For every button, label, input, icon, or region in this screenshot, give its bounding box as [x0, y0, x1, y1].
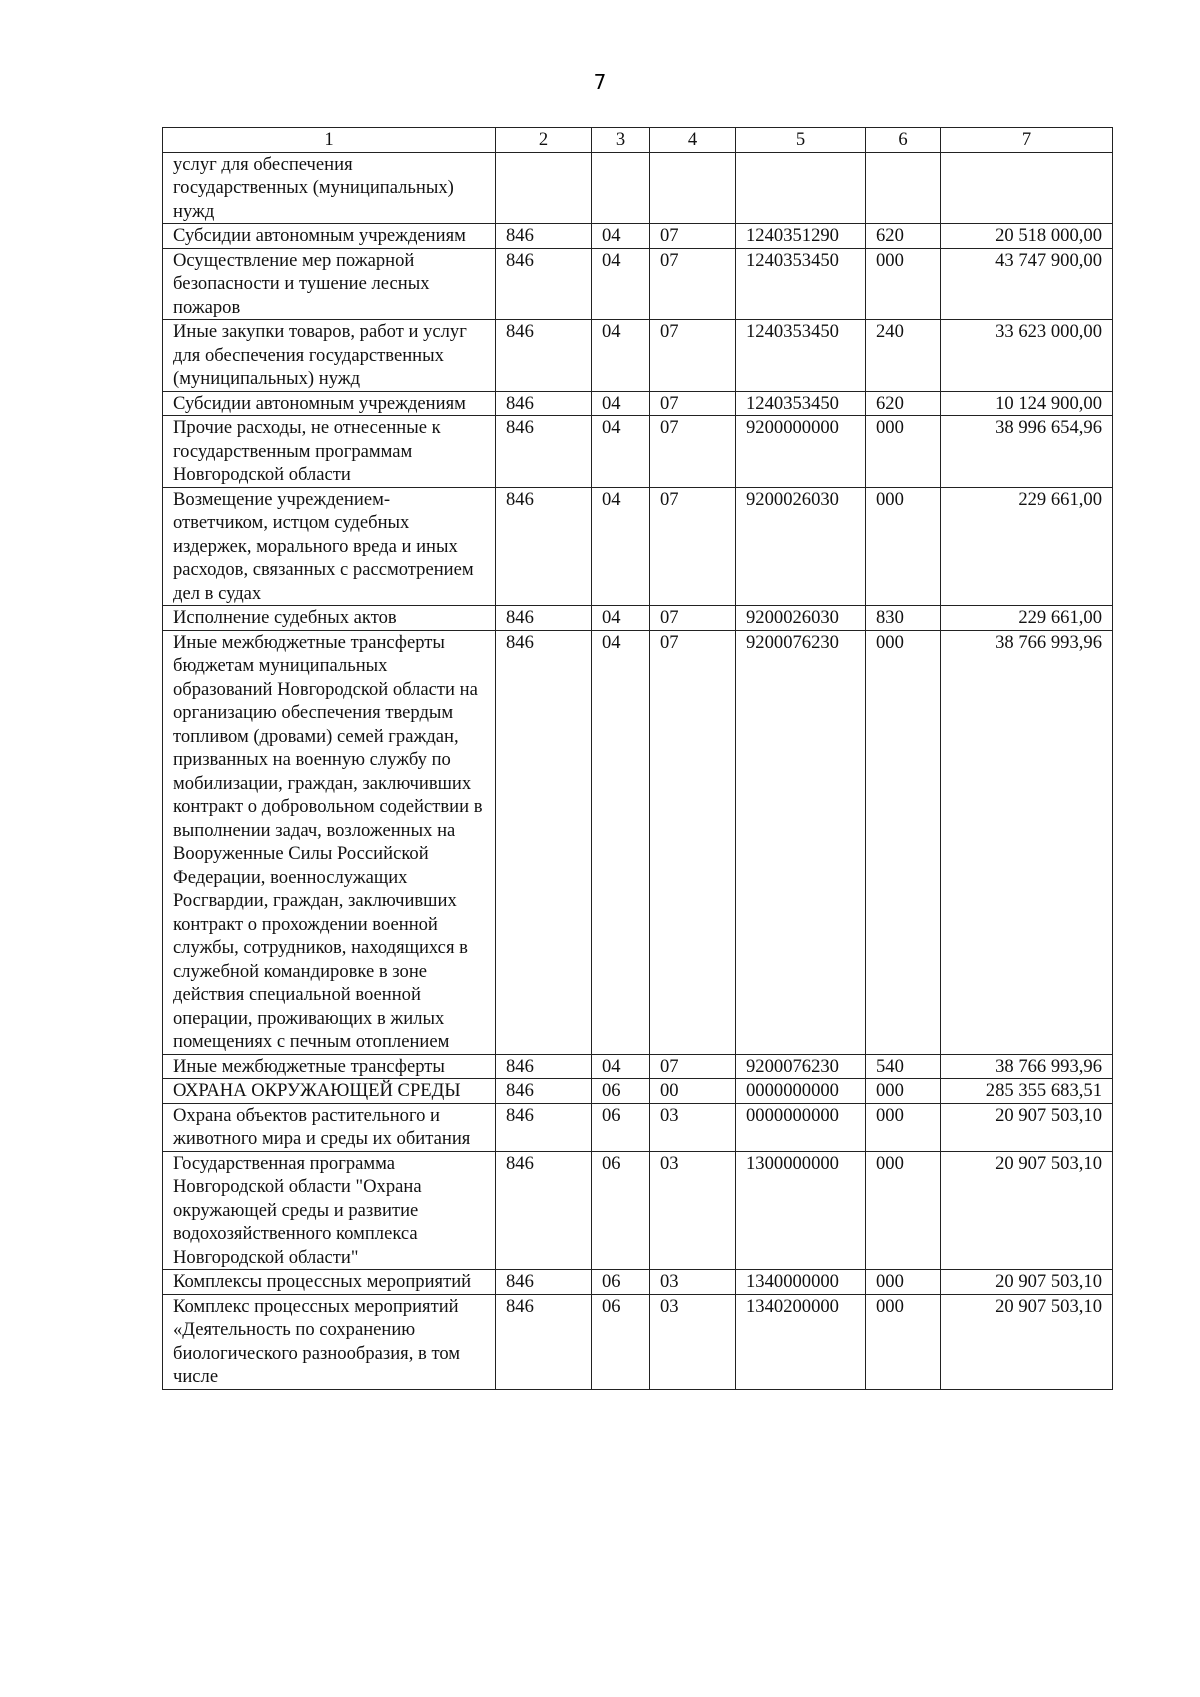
row-target-article: 9200000000: [736, 416, 866, 488]
row-expense-type: 000: [866, 248, 941, 320]
table-row: [163, 416, 1113, 488]
row-section-code: 06: [592, 1103, 650, 1151]
row-ministry-code: 846: [496, 1054, 592, 1079]
row-ministry-code: 846: [496, 248, 592, 320]
row-amount: 20 907 503,10: [941, 1294, 1113, 1389]
row-subsection-code: 03: [650, 1270, 736, 1295]
row-description: Иные межбюджетные трансферты бюджетам муниципальных образований Новгородской области на организацию обеспечения твердым топливом (дровами) семей граждан, призванных на военную службу по мобилизации, граждан, заключивших контракт о добровольном содействии в выполнении задач, возложенных на Вооруженные Силы Российской Федерации, военнослужащих Росгвардии, граждан, заключивших контракт о прохождении военной службы, сотрудников, находящихся в служебной командировке в зоне действия специальной военной операции, проживающих в жилых помещениях с печным отоплением: [163, 630, 496, 1054]
table-row: [163, 606, 1113, 631]
row-description: услуг для обеспечения государственных (муниципальных) нужд: [163, 152, 496, 224]
row-subsection-code: 07: [650, 224, 736, 249]
row-target-article: 9200026030: [736, 487, 866, 606]
table-header-row: [163, 128, 1113, 153]
table-row: [163, 1079, 1113, 1104]
row-subsection-code: [650, 152, 736, 224]
row-ministry-code: 846: [496, 1103, 592, 1151]
row-target-article: 1300000000: [736, 1151, 866, 1270]
row-expense-type: 000: [866, 1270, 941, 1295]
row-ministry-code: 846: [496, 487, 592, 606]
row-subsection-code: 03: [650, 1103, 736, 1151]
row-subsection-code: 03: [650, 1294, 736, 1389]
row-ministry-code: 846: [496, 1270, 592, 1295]
row-ministry-code: 846: [496, 1294, 592, 1389]
budget-table: [162, 127, 1113, 1390]
column-header: 6: [866, 128, 941, 153]
row-target-article: 1240353450: [736, 320, 866, 392]
row-ministry-code: 846: [496, 606, 592, 631]
column-header: 4: [650, 128, 736, 153]
row-ministry-code: 846: [496, 1079, 592, 1104]
row-amount: 38 766 993,96: [941, 1054, 1113, 1079]
row-expense-type: [866, 152, 941, 224]
table-row: [163, 1151, 1113, 1270]
table-row: [163, 224, 1113, 249]
table-row: [163, 152, 1113, 224]
row-description: Иные межбюджетные трансферты: [163, 1054, 496, 1079]
row-target-article: 1340000000: [736, 1270, 866, 1295]
row-target-article: 1240353450: [736, 391, 866, 416]
row-section-code: 04: [592, 416, 650, 488]
page-number: 7: [593, 70, 607, 94]
row-section-code: 04: [592, 248, 650, 320]
row-amount: 20 518 000,00: [941, 224, 1113, 249]
row-expense-type: 620: [866, 391, 941, 416]
row-amount: 10 124 900,00: [941, 391, 1113, 416]
row-description: Прочие расходы, не отнесенные к государственным программам Новгородской области: [163, 416, 496, 488]
row-subsection-code: 03: [650, 1151, 736, 1270]
table-row: [163, 1054, 1113, 1079]
row-target-article: 1340200000: [736, 1294, 866, 1389]
row-subsection-code: 00: [650, 1079, 736, 1104]
row-amount: 20 907 503,10: [941, 1270, 1113, 1295]
table-row: [163, 630, 1113, 1054]
row-ministry-code: [496, 152, 592, 224]
row-section-code: 06: [592, 1079, 650, 1104]
row-subsection-code: 07: [650, 606, 736, 631]
row-subsection-code: 07: [650, 248, 736, 320]
row-section-code: 06: [592, 1294, 650, 1389]
table-row: [163, 391, 1113, 416]
row-ministry-code: 846: [496, 630, 592, 1054]
table-row: [163, 248, 1113, 320]
row-expense-type: 830: [866, 606, 941, 631]
row-description: Возмещение учреждением-ответчиком, истцом судебных издержек, морального вреда и иных расходов, связанных с рассмотрением дел в судах: [163, 487, 496, 606]
table-row: [163, 487, 1113, 606]
row-section-code: 04: [592, 487, 650, 606]
column-header: 7: [941, 128, 1113, 153]
row-description: Иные закупки товаров, работ и услуг для обеспечения государственных (муниципальных) нужд: [163, 320, 496, 392]
column-header: 5: [736, 128, 866, 153]
row-target-article: 1240353450: [736, 248, 866, 320]
row-subsection-code: 07: [650, 630, 736, 1054]
row-ministry-code: 846: [496, 224, 592, 249]
row-amount: 229 661,00: [941, 487, 1113, 606]
table-row: [163, 320, 1113, 392]
row-subsection-code: 07: [650, 320, 736, 392]
row-expense-type: 000: [866, 487, 941, 606]
row-amount: 43 747 900,00: [941, 248, 1113, 320]
row-amount: 38 996 654,96: [941, 416, 1113, 488]
row-ministry-code: 846: [496, 320, 592, 392]
row-amount: 229 661,00: [941, 606, 1113, 631]
row-target-article: 9200076230: [736, 630, 866, 1054]
row-section-code: 06: [592, 1151, 650, 1270]
row-section-code: 04: [592, 320, 650, 392]
row-expense-type: 000: [866, 1151, 941, 1270]
row-section-code: 04: [592, 606, 650, 631]
row-amount: 20 907 503,10: [941, 1151, 1113, 1270]
row-description: Субсидии автономным учреждениям: [163, 391, 496, 416]
row-expense-type: 000: [866, 1294, 941, 1389]
row-description: Исполнение судебных актов: [163, 606, 496, 631]
row-subsection-code: 07: [650, 416, 736, 488]
row-subsection-code: 07: [650, 487, 736, 606]
row-target-article: [736, 152, 866, 224]
row-description: Субсидии автономным учреждениям: [163, 224, 496, 249]
row-description: Охрана объектов растительного и животного мира и среды их обитания: [163, 1103, 496, 1151]
row-amount: 285 355 683,51: [941, 1079, 1113, 1104]
row-description: ОХРАНА ОКРУЖАЮЩЕЙ СРЕДЫ: [163, 1079, 496, 1104]
row-description: Комплексы процессных мероприятий: [163, 1270, 496, 1295]
row-amount: 20 907 503,10: [941, 1103, 1113, 1151]
row-amount: [941, 152, 1113, 224]
row-section-code: 04: [592, 630, 650, 1054]
row-section-code: 04: [592, 224, 650, 249]
column-header: 1: [163, 128, 496, 153]
table-row: [163, 1270, 1113, 1295]
row-target-article: 9200076230: [736, 1054, 866, 1079]
table-body: [163, 152, 1113, 1389]
row-description: Государственная программа Новгородской области "Охрана окружающей среды и развитие водохозяйственного комплекса Новгородской области": [163, 1151, 496, 1270]
row-ministry-code: 846: [496, 416, 592, 488]
row-section-code: 04: [592, 1054, 650, 1079]
row-subsection-code: 07: [650, 1054, 736, 1079]
row-section-code: [592, 152, 650, 224]
row-expense-type: 000: [866, 630, 941, 1054]
row-section-code: 04: [592, 391, 650, 416]
row-expense-type: 000: [866, 1079, 941, 1104]
row-description: Осуществление мер пожарной безопасности и тушение лесных пожаров: [163, 248, 496, 320]
row-expense-type: 240: [866, 320, 941, 392]
row-expense-type: 540: [866, 1054, 941, 1079]
row-target-article: 9200026030: [736, 606, 866, 631]
row-expense-type: 620: [866, 224, 941, 249]
row-target-article: 0000000000: [736, 1079, 866, 1104]
row-expense-type: 000: [866, 1103, 941, 1151]
row-target-article: 1240351290: [736, 224, 866, 249]
row-ministry-code: 846: [496, 391, 592, 416]
row-ministry-code: 846: [496, 1151, 592, 1270]
row-amount: 33 623 000,00: [941, 320, 1113, 392]
row-section-code: 06: [592, 1270, 650, 1295]
table-row: [163, 1103, 1113, 1151]
table-row: [163, 1294, 1113, 1389]
row-subsection-code: 07: [650, 391, 736, 416]
row-target-article: 0000000000: [736, 1103, 866, 1151]
column-header: 3: [592, 128, 650, 153]
row-amount: 38 766 993,96: [941, 630, 1113, 1054]
row-expense-type: 000: [866, 416, 941, 488]
column-header: 2: [496, 128, 592, 153]
row-description: Комплекс процессных мероприятий «Деятельность по сохранению биологического разнообразия, в том числе: [163, 1294, 496, 1389]
